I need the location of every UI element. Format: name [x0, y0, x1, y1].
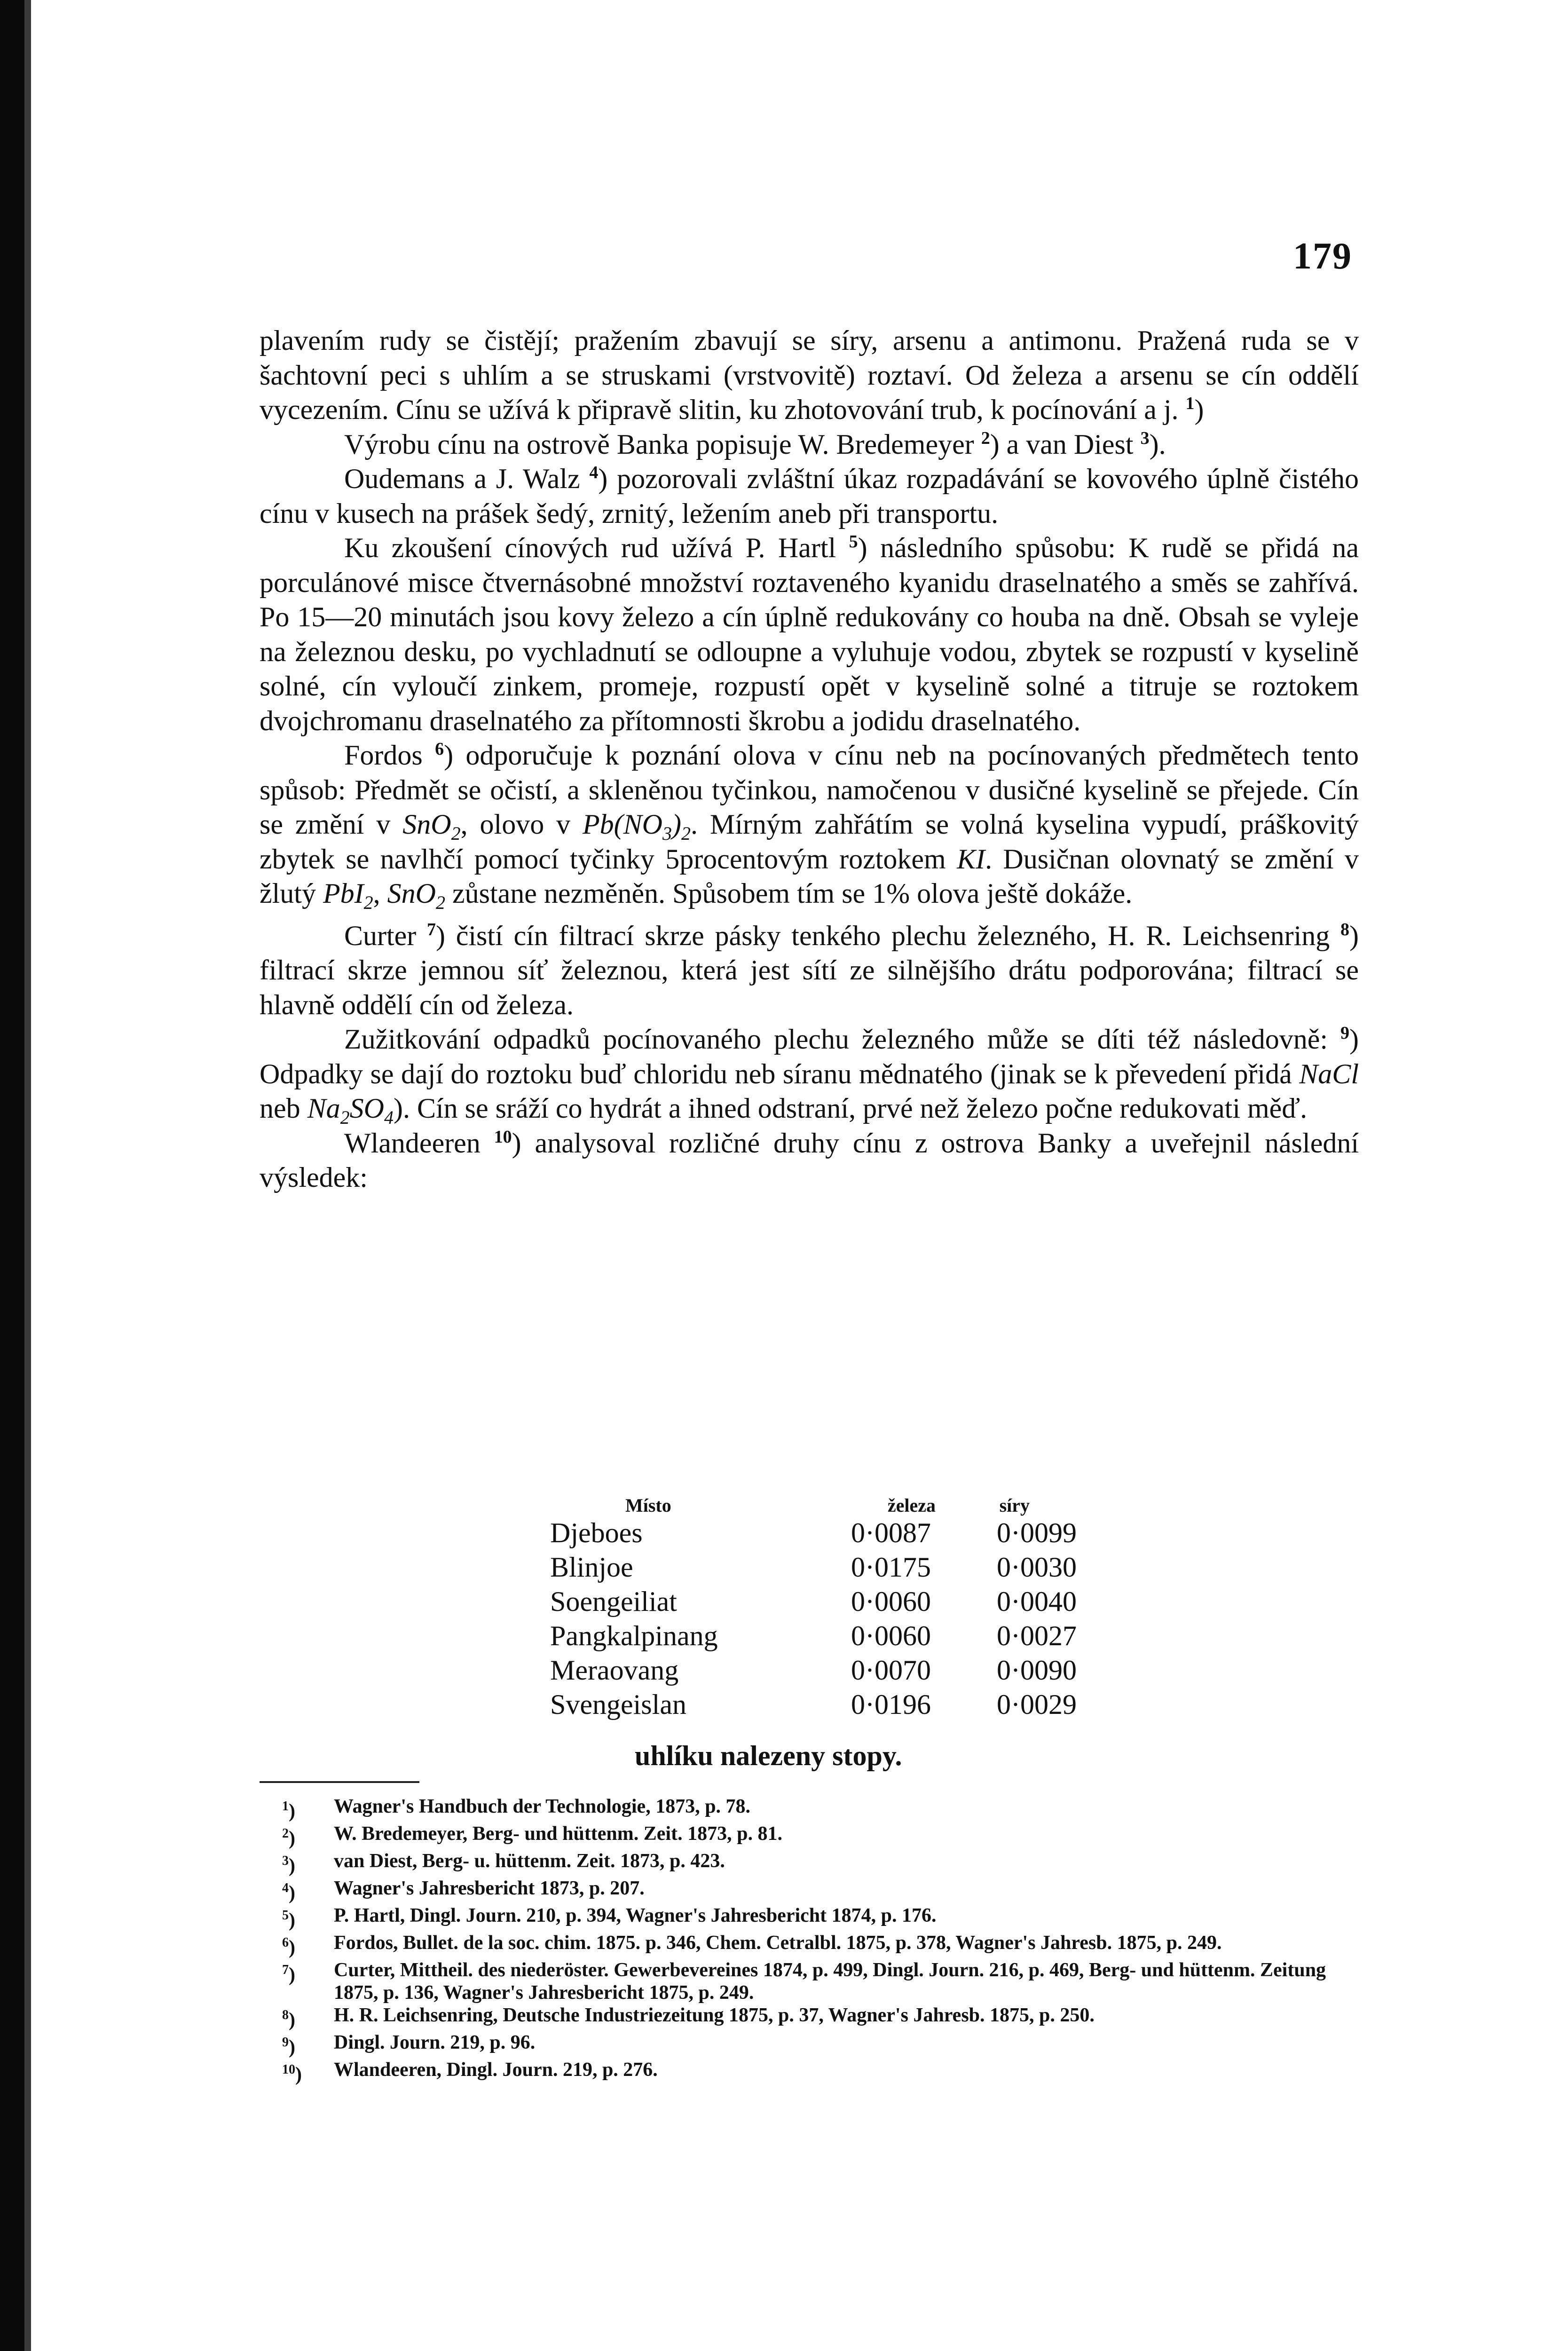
paragraph: Wlandeeren $^{10}$) analysoval rozličné druhy cínu z ostrova Banky a uveřejnil následní výsledek: — [260, 1127, 1359, 1193]
footnote-number: $^1$) — [282, 1799, 295, 1822]
scan-edge-shadow — [0, 0, 24, 2351]
page-number: 179 — [1293, 236, 1352, 277]
footnote — [282, 2059, 1359, 2086]
paragraph: Zužitkování odpadků pocínovaného plechu železného může se díti též následovně: $^9$) Odpadky se dají do roztoku buď chloridu neb síranu mědnatého (jinak se k převedení přidá NaCl neb $Na_2SO_4$). Cín se sráží co hydrát a ihned odstraní, prvé než železo počne redukovati měď. — [260, 1023, 1359, 1128]
place-cell: Svengeislan — [550, 1689, 686, 1720]
footnote-text: W. Bredemeyer, Berg- und hüttenm. Zeit. 1873, p. 81. — [334, 1823, 782, 1845]
sulfur-cell: 0·0099 — [997, 1517, 1077, 1548]
scan-edge-gutter — [24, 0, 31, 2351]
footnote-number: $^{10}$) — [282, 2062, 302, 2085]
header-place: Místo — [625, 1495, 671, 1516]
place-cell: Pangkalpinang — [550, 1620, 718, 1651]
footnote-text: Wlandeeren, Dingl. Journ. 219, p. 276. — [334, 2059, 658, 2081]
footnote — [282, 1877, 1359, 1904]
iron-cell: 0·0175 — [851, 1552, 931, 1583]
paragraph: Ku zkoušení cínových rud užívá P. Hartl $^5$) následního spůsobu: K rudě se přidá na porculánové misce čtvernásobné množství roztaveného kyanidu draselnatého a směs se zahřívá. Po 15—20 minutách jsou kovy železo a cín úplně redukovány co houba na dně. Obsah se vyleje na železnou desku, po vychladnutí se odloupne a vyluhuje vodou, zbytek se rozpustí v kyselině solné, cín vyloučí zinkem, promeje, rozpustí opět v kyselině solné a titruje se roztokem dvojchromanu draselnatého za přítomnosti škrobu a jodidu draselnatého. — [260, 532, 1359, 736]
place-cell: Soengeiliat — [550, 1586, 677, 1617]
footnote-text: Wagner's Jahresbericht 1873, p. 207. — [334, 1878, 645, 1899]
footnote — [282, 2031, 1359, 2059]
table-row — [550, 1585, 1077, 1619]
footnote — [282, 1795, 1359, 1822]
footnote-text: Dingl. Journ. 219, p. 96. — [334, 2032, 536, 2053]
sulfur-cell: 0·0030 — [997, 1552, 1077, 1583]
table-row — [550, 1688, 1077, 1722]
iron-cell: 0·0070 — [851, 1655, 931, 1686]
table-row — [550, 1550, 1077, 1585]
footnote-text: H. R. Leichsenring, Deutsche Industriezeitung 1875, p. 37, Wagner's Jahresb. 1875, p. 250. — [334, 2004, 1095, 2026]
header-iron: železa — [887, 1495, 936, 1516]
table-row — [550, 1619, 1077, 1653]
footnote-rule — [260, 1781, 419, 1783]
place-cell: Blinjoe — [550, 1552, 633, 1583]
footnote-number: $^5$) — [282, 1908, 295, 1931]
footnote-number: $^2$) — [282, 1826, 295, 1849]
body-text — [260, 323, 1359, 1195]
iron-cell: 0·0060 — [851, 1586, 931, 1617]
paragraph: Curter $^7$) čistí cín filtrací skrze pásky tenkého plechu železného, H. R. Leichsenring $^8$) filtrací skrze jemnou síť železnou, která jest sítí ze silnějšího drátu podporována; filtrací se hlavně oddělí cín od železa. — [260, 919, 1359, 1020]
analysis-table — [550, 1495, 1077, 1722]
place-cell: Meraovang — [550, 1655, 679, 1686]
footnote-number: $^8$) — [282, 2008, 295, 2031]
sulfur-cell: 0·0027 — [997, 1620, 1077, 1651]
place-cell: Djeboes — [550, 1517, 643, 1548]
paragraph: Fordos $^6$) odporučuje k poznání olova v cínu neb na pocínovaných předmětech tento spůsob: Předmět se očistí, a skleněnou tyčinkou, namočenou v dusičné kyselině se přejede. Cín se změní v SnO$_2$, olovo v $Pb(NO_3)_2$. Mírným zahřátím se volná kyselina vypudí, práškovitý zbytek se navlhčí pomocí tyčinky 5procentovým roztokem KI. Dusičnan olovnatý se změní v žlutý PbI$_2$, SnO$_2$ zůstane nezměněn. Spůsobem tím se 1% olova ještě dokáže. — [260, 739, 1359, 913]
footnote-number: $^7$) — [282, 1963, 295, 1986]
sulfur-cell: 0·0029 — [997, 1689, 1077, 1720]
iron-cell: 0·0196 — [851, 1689, 931, 1720]
table-header — [550, 1495, 1077, 1516]
footnote — [282, 1932, 1359, 1959]
paragraph: plavením rudy se čistějí; pražením zbavují se síry, arsenu a antimonu. Pražená ruda se v šachtovní peci s uhlím a se struskami (vrstvovitě) roztaví. Od železa a arsenu se cín oddělí vycezením. Cínu se užívá k připravě slitin, ku zhotovování trub, k pocínování a j. $^1$) — [260, 325, 1359, 425]
table-row — [550, 1516, 1077, 1550]
footnote — [282, 1822, 1359, 1850]
footnote-number: $^4$) — [282, 1881, 295, 1904]
footnote-number: $^3$) — [282, 1854, 295, 1877]
paragraph: Výrobu cínu na ostrově Banka popisuje W. Bredemeyer $^2$) a van Diest $^3$). — [344, 428, 1166, 460]
iron-cell: 0·0087 — [851, 1517, 931, 1548]
sulfur-cell: 0·0090 — [997, 1655, 1077, 1686]
table-row — [550, 1653, 1077, 1688]
footnote-text: P. Hartl, Dingl. Journ. 210, p. 394, Wagner's Jahresbericht 1874, p. 176. — [334, 1905, 937, 1926]
footnote-text: van Diest, Berg- u. hüttenm. Zeit. 1873, p. 423. — [334, 1850, 725, 1872]
footnote-text: Wagner's Handbuch der Technologie, 1873, p. 78. — [334, 1796, 751, 1817]
table-note: uhlíku nalezeny stopy. — [635, 1740, 902, 1771]
footnote-number: $^6$) — [282, 1935, 295, 1958]
footnote — [282, 2004, 1359, 2031]
sulfur-cell: 0·0040 — [997, 1586, 1077, 1617]
footnote-number: $^9$) — [282, 2035, 295, 2058]
footnotes — [282, 1795, 1359, 2086]
footnote-text: Curter, Mittheil. des niederöster. Gewerbevereines 1874, p. 499, Dingl. Journ. 216, p. 469, Berg- und hüttenm. Zeitung 1875, p. 136, Wagner's Jahresbericht 1875, p. 249. — [334, 1959, 1326, 2004]
footnote — [282, 1850, 1359, 1877]
paragraph: Oudemans a J. Walz $^4$) pozorovali zvláštní úkaz rozpadávání se kovového úplně čistého cínu v kusech na prášek šedý, zrnitý, ležením aneb při transportu. — [260, 463, 1359, 529]
footnote — [282, 1959, 1359, 2004]
iron-cell: 0·0060 — [851, 1620, 931, 1651]
footnote-text: Fordos, Bullet. de la soc. chim. 1875. p. 346, Chem. Cetralbl. 1875, p. 378, Wagner's Jahresb. 1875, p. 249. — [334, 1932, 1222, 1954]
footnote — [282, 1904, 1359, 1932]
header-sulfur: síry — [999, 1495, 1030, 1516]
